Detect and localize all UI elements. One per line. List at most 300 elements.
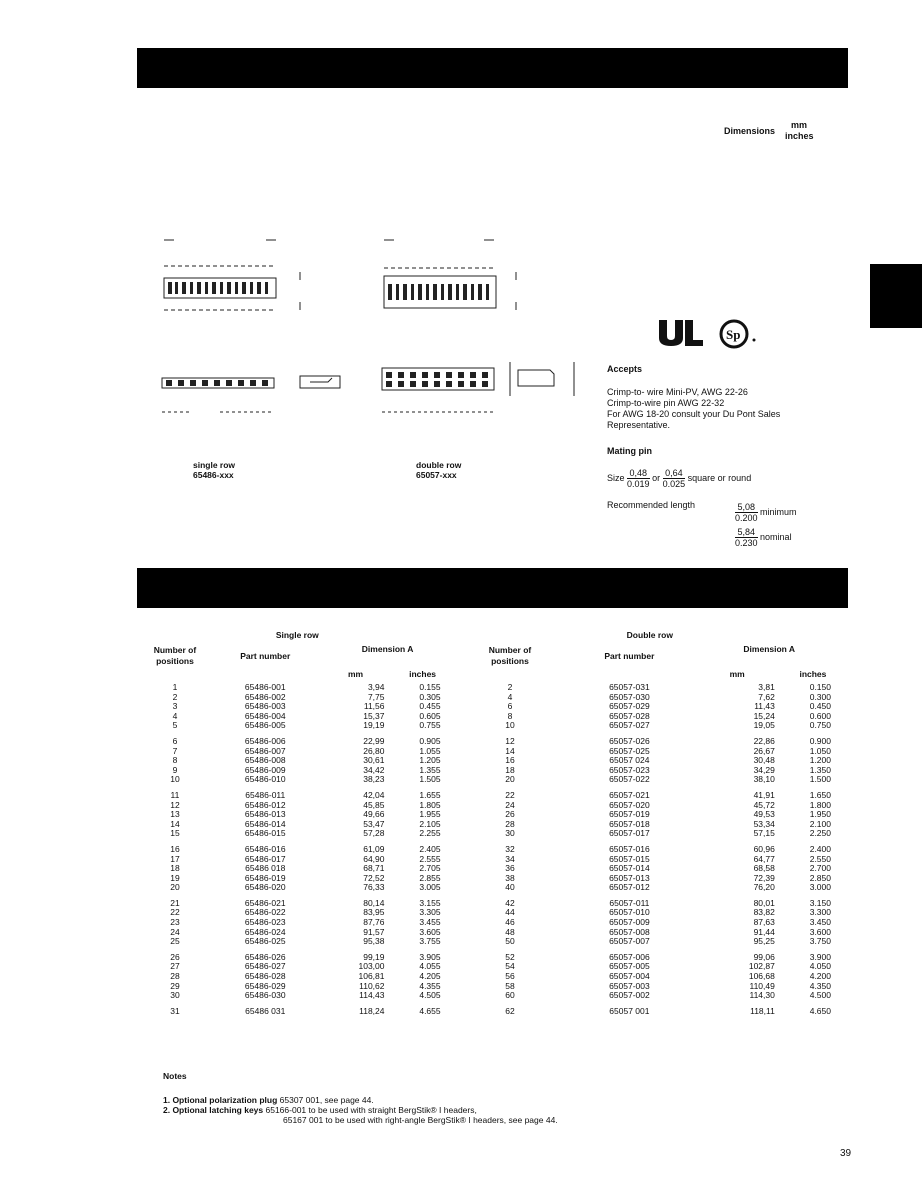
cell-dim-mm-double: 41,91 [753, 789, 775, 800]
table-row [140, 947, 845, 963]
cell-dim-inches-double: 3.300 [809, 907, 831, 918]
parts-table-body [140, 683, 845, 1016]
cell-dim-inches: 0.905 [419, 735, 441, 746]
cell-part-number: 65486-008 [244, 755, 286, 766]
cell-dim-inches-double: 1.500 [809, 774, 831, 785]
cell-dim-mm: 19,19 [363, 720, 385, 731]
cell-part-number: 65486-023 [244, 917, 286, 928]
cell-dim-mm-double: 102,87 [748, 961, 775, 972]
cell-part-number: 65486-003 [244, 701, 286, 712]
length-nominal-row [735, 527, 792, 548]
cell-part-number-double: 65057-010 [609, 907, 650, 918]
cell-positions: 4 [172, 710, 178, 721]
cell-positions-double: 44 [505, 907, 515, 918]
size-or: or [652, 472, 661, 483]
min-label: minimum [760, 506, 797, 517]
cell-positions: 13 [170, 809, 180, 820]
cell-dim-mm-double: 72,39 [753, 872, 775, 883]
size-a-in: 0.019 [627, 479, 650, 489]
cell-dim-inches: 0.155 [419, 682, 441, 692]
cell-dim-inches: 2.405 [419, 843, 441, 854]
cell-dim-mm: 49,66 [363, 809, 385, 820]
notes-section [163, 1071, 558, 1125]
cell-dim-inches: 3.755 [419, 936, 441, 947]
cell-positions: 26 [170, 951, 180, 962]
cell-part-number: 65486-029 [244, 980, 286, 991]
double-row-caption [416, 460, 461, 480]
col-mm: mm [347, 669, 364, 680]
cell-part-number: 65486-004 [244, 710, 286, 721]
cell-part-number: 65486 031 [245, 1005, 286, 1016]
cell-positions-double: 4 [507, 691, 513, 702]
cell-positions: 7 [172, 745, 178, 756]
cell-positions-double: 36 [505, 863, 515, 874]
size-b-fraction [663, 468, 686, 489]
cell-part-number-double: 65057-011 [609, 897, 650, 908]
cell-dim-inches: 2.255 [419, 828, 441, 839]
cell-dim-inches: 1.655 [419, 789, 441, 800]
cell-dim-mm-double: 99,06 [753, 951, 775, 962]
cell-dim-inches: 1.955 [419, 809, 441, 820]
col-part-number-double: Part number [604, 650, 655, 661]
cell-dim-inches: 1.505 [419, 774, 441, 785]
cell-part-number: 65486-014 [244, 818, 286, 829]
cell-positions-double: 34 [505, 853, 515, 864]
dimensions-label: Dimensions [724, 126, 776, 136]
cell-dim-inches: 3.455 [419, 917, 441, 928]
cell-dim-inches: 0.455 [419, 701, 441, 712]
cell-dim-mm: 3,94 [367, 682, 385, 692]
cell-dim-inches-double: 1.050 [809, 745, 831, 756]
cell-dim-mm-double: 80,01 [753, 897, 775, 908]
cell-positions: 16 [170, 843, 180, 854]
top-black-bar [137, 48, 848, 88]
size-b-mm: 0,64 [663, 468, 686, 479]
note-2 [163, 1105, 558, 1115]
cell-dim-mm: 53,47 [363, 818, 385, 829]
svg-text:Sp: Sp [726, 327, 741, 342]
cell-dim-mm-double: 38,10 [753, 774, 775, 785]
cell-positions-double: 12 [505, 735, 515, 746]
cell-positions: 29 [170, 980, 180, 991]
cell-dim-inches: 3.905 [419, 951, 441, 962]
note-2-bold: 2. Optional latching keys [163, 1105, 264, 1115]
parts-table [140, 627, 845, 1016]
table-row [140, 721, 845, 731]
accepts-line: Representative. [607, 420, 671, 430]
cell-dim-mm: 95,38 [363, 936, 385, 947]
cell-positions-double: 8 [507, 710, 513, 721]
cell-positions-double: 40 [505, 882, 515, 893]
size-a-mm: 0,48 [627, 468, 650, 479]
cell-dim-mm-double: 11,43 [754, 701, 775, 712]
cell-part-number: 65486-024 [244, 926, 286, 937]
mating-pin-title: Mating pin [607, 446, 652, 456]
accepts-line: Crimp-to-wire pin AWG 22-32 [607, 398, 725, 408]
cell-dim-inches: 2.105 [419, 818, 441, 829]
double-row-side-drawing [370, 356, 590, 426]
cell-positions: 9 [172, 764, 178, 775]
dimensions-mm: mm [791, 120, 808, 130]
table-row [140, 1001, 845, 1017]
cell-dim-mm: 42,04 [363, 789, 385, 800]
note-1 [163, 1095, 558, 1105]
cell-dim-inches-double: 3.600 [809, 926, 831, 937]
cell-positions: 28 [170, 971, 180, 982]
cell-positions: 24 [170, 926, 180, 937]
col-part-number: Part number [240, 650, 291, 661]
cell-dim-inches: 0.605 [419, 710, 441, 721]
cell-part-number: 65486-011 [245, 789, 286, 800]
cell-part-number: 65486-015 [244, 828, 286, 839]
cell-dim-inches-double: 4.050 [809, 961, 831, 972]
note-1-text: 65307 001, see page 44. [277, 1095, 374, 1105]
cell-positions-double: 26 [505, 809, 515, 820]
accepts-section [607, 364, 817, 431]
cell-positions-double: 14 [505, 745, 515, 756]
cell-dim-mm-double: 76,20 [753, 882, 775, 893]
cell-part-number-double: 65057-005 [609, 961, 650, 972]
cell-part-number: 65486-007 [244, 745, 286, 756]
cell-part-number: 65486-006 [244, 735, 286, 746]
cell-dim-inches: 2.555 [419, 853, 441, 864]
cell-positions: 2 [172, 691, 178, 702]
cell-dim-inches-double: 1.350 [809, 764, 831, 775]
cell-part-number: 65486-016 [244, 843, 286, 854]
cell-dim-inches-double: 1.800 [809, 799, 831, 810]
notes-title: Notes [163, 1071, 187, 1081]
cell-part-number-double: 65057-013 [609, 872, 650, 883]
cell-part-number-double: 65057-014 [609, 863, 650, 874]
cell-positions-double: 22 [505, 789, 515, 800]
cell-dim-mm: 64,90 [363, 853, 385, 864]
cell-dim-inches-double: 1.950 [809, 809, 831, 820]
mating-size-row [607, 468, 751, 489]
single-row-caption [193, 460, 235, 480]
cell-dim-mm-double: 118,11 [750, 1005, 775, 1016]
cell-part-number: 65486-021 [244, 897, 286, 908]
cell-dim-inches: 4.355 [419, 980, 441, 991]
cell-positions: 27 [170, 961, 180, 972]
cell-part-number: 65486-028 [244, 971, 286, 982]
cell-dim-mm-double: 30,48 [753, 755, 775, 766]
cell-dim-mm: 99,19 [363, 951, 385, 962]
note-2-continued: 65167 001 to be used with right-angle BergStik® I headers, see page 44. [283, 1115, 558, 1125]
cell-part-number-double: 65057-004 [609, 971, 650, 982]
cell-part-number-double: 65057-023 [609, 764, 650, 775]
cell-dim-inches-double: 0.900 [809, 735, 831, 746]
cell-part-number: 65486-020 [244, 882, 286, 893]
cell-positions: 6 [172, 735, 178, 746]
cell-dim-inches: 4.505 [419, 990, 441, 1001]
accepts-line: For AWG 18-20 consult your Du Pont Sales [607, 409, 781, 419]
cell-part-number: 65486-002 [244, 691, 286, 702]
cell-dim-inches-double: 0.450 [809, 701, 831, 712]
cell-dim-mm: 34,42 [363, 764, 385, 775]
cell-dim-mm: 110,62 [359, 980, 385, 991]
cell-dim-inches-double: 4.350 [809, 980, 831, 991]
cell-part-number-double: 65057-020 [609, 799, 650, 810]
cell-dim-inches-double: 0.750 [809, 720, 831, 731]
cell-positions: 5 [172, 720, 178, 731]
table-row [140, 731, 845, 747]
cell-part-number-double: 65057-028 [609, 710, 650, 721]
cell-dim-inches: 1.355 [419, 764, 441, 775]
col-mm-double: mm [729, 669, 745, 680]
cell-positions-double: 46 [505, 917, 515, 928]
cell-dim-mm: 11,56 [363, 701, 385, 712]
single-row-title: Single row [275, 630, 319, 641]
cell-part-number: 65486-001 [244, 682, 286, 692]
cell-part-number-double: 65057-012 [609, 882, 650, 893]
nom-label: nominal [760, 531, 792, 542]
cell-part-number: 65486-009 [244, 764, 286, 775]
col-inches: inches [409, 669, 437, 680]
cell-part-number-double: 65057-026 [609, 735, 650, 746]
cell-dim-mm-double: 68,58 [753, 863, 775, 874]
cell-positions-double: 2 [507, 682, 513, 692]
cell-part-number-double: 65057-025 [609, 745, 650, 756]
table-row [140, 883, 845, 893]
nom-fraction [735, 527, 758, 548]
cell-part-number-double: 65057-002 [609, 990, 650, 1001]
cell-positions-double: 6 [507, 701, 513, 712]
cell-part-number-double: 65057 001 [609, 1005, 650, 1016]
cell-part-number: 65486-013 [244, 809, 286, 820]
cell-dim-inches-double: 3.750 [809, 936, 831, 947]
double-row-series: 65057-xxx [416, 470, 457, 480]
cell-positions: 18 [170, 863, 180, 874]
cell-part-number-double: 65057-006 [609, 951, 650, 962]
cell-dim-mm-double: 7,62 [758, 691, 775, 702]
table-row [140, 775, 845, 785]
cell-dim-inches-double: 2.100 [809, 818, 831, 829]
cell-dim-inches-double: 1.200 [809, 755, 831, 766]
single-row-series: 65486-xxx [193, 470, 234, 480]
cell-dim-inches: 4.655 [419, 1005, 441, 1016]
cell-dim-inches: 3.155 [419, 897, 441, 908]
cell-dim-mm-double: 22,86 [753, 735, 775, 746]
cell-dim-inches: 2.705 [419, 863, 441, 874]
cell-positions: 14 [170, 818, 180, 829]
page-number: 39 [840, 1148, 852, 1159]
cell-part-number: 65486-025 [244, 936, 286, 947]
cell-positions: 1 [172, 682, 178, 692]
cell-dim-inches: 1.205 [419, 755, 441, 766]
cell-part-number-double: 65057-031 [609, 682, 650, 692]
cell-dim-mm-double: 110,49 [749, 980, 775, 991]
cell-dim-inches: 0.305 [419, 691, 441, 702]
cell-positions: 31 [170, 1005, 180, 1016]
cell-dim-mm: 68,71 [363, 863, 385, 874]
cell-dim-mm-double: 57,15 [753, 828, 775, 839]
cell-part-number-double: 65057-030 [609, 691, 650, 702]
cell-part-number-double: 65057-003 [609, 980, 650, 991]
cell-positions: 25 [170, 936, 180, 947]
cell-positions: 17 [170, 853, 180, 864]
cell-positions-double: 42 [505, 897, 515, 908]
cell-dim-mm: 106,81 [358, 971, 385, 982]
cell-dim-mm: 72,52 [363, 872, 385, 883]
cell-positions-double: 56 [505, 971, 515, 982]
single-row-top-drawing [150, 232, 340, 322]
note-2-text: 65166-001 to be used with straight BergStik® I headers, [263, 1105, 477, 1115]
cell-dim-mm-double: 95,25 [753, 936, 775, 947]
cell-positions: 22 [170, 907, 180, 918]
cell-dim-mm: 80,14 [363, 897, 385, 908]
cell-positions-double: 20 [505, 774, 515, 785]
cell-part-number-double: 65057-007 [609, 936, 650, 947]
cell-positions-double: 10 [505, 720, 515, 731]
accepts-line: Crimp-to- wire Mini-PV, AWG 22-26 [607, 387, 748, 397]
cell-dim-mm-double: 87,63 [753, 917, 775, 928]
table-black-bar [137, 568, 848, 608]
cell-dim-inches: 3.305 [419, 907, 441, 918]
cell-positions-double: 52 [505, 951, 515, 962]
cell-part-number-double: 65057-015 [609, 853, 650, 864]
double-row-top-drawing [370, 232, 550, 322]
cell-part-number: 65486-027 [244, 961, 286, 972]
cell-positions: 21 [170, 897, 180, 908]
cell-part-number-double: 65057-016 [609, 843, 650, 854]
single-row-label: single row [193, 460, 236, 470]
cell-dim-inches-double: 0.300 [809, 691, 831, 702]
cell-dim-mm: 61,09 [363, 843, 385, 854]
cell-part-number: 65486-012 [244, 799, 286, 810]
size-shape: square or round [687, 472, 752, 483]
cell-part-number-double: 65057-008 [609, 926, 650, 937]
cell-dim-mm-double: 15,24 [753, 710, 775, 721]
cell-dim-mm-double: 83,82 [753, 907, 775, 918]
accepts-title: Accepts [607, 364, 643, 374]
cell-dim-inches-double: 4.500 [809, 990, 831, 1001]
cell-dim-mm-double: 19,05 [753, 720, 775, 731]
cell-part-number: 65486-017 [244, 853, 286, 864]
cell-positions-double: 18 [505, 764, 515, 775]
cell-dim-inches-double: 4.650 [809, 1005, 831, 1016]
cell-dim-mm-double: 45,72 [753, 799, 775, 810]
cell-positions-double: 16 [505, 755, 515, 766]
cell-dim-inches-double: 3.450 [809, 917, 831, 928]
cell-part-number: 65486-010 [244, 774, 286, 785]
cell-positions: 12 [170, 799, 180, 810]
cell-dim-inches: 3.605 [419, 926, 441, 937]
col-positions-double: Number of positions [488, 645, 532, 666]
cell-dim-inches-double: 2.850 [809, 872, 831, 883]
cell-positions-double: 32 [505, 843, 515, 854]
cell-part-number: 65486-005 [244, 720, 286, 731]
csa-mark-icon [718, 318, 758, 350]
cell-dim-mm: 87,76 [363, 917, 385, 928]
cell-dim-mm: 83,95 [363, 907, 385, 918]
min-mm: 5,08 [735, 502, 758, 513]
col-dimension-a-double: Dimension A [743, 644, 796, 654]
table-row [140, 991, 845, 1001]
cell-dim-inches-double: 2.400 [809, 843, 831, 854]
cell-dim-mm-double: 64,77 [753, 853, 775, 864]
cell-dim-mm: 118,24 [359, 1005, 385, 1016]
double-row-title: Double row [626, 630, 673, 641]
min-fraction [735, 502, 758, 523]
cell-positions-double: 30 [505, 828, 515, 839]
cell-dim-inches-double: 1.650 [809, 789, 831, 800]
cell-dim-inches: 4.205 [419, 971, 441, 982]
cell-dim-mm: 114,43 [359, 990, 385, 1001]
cell-dim-mm-double: 26,67 [753, 745, 775, 756]
col-positions: Number of positions [153, 645, 197, 666]
cell-dim-inches: 3.005 [419, 882, 441, 893]
size-b-in: 0.025 [662, 479, 686, 489]
col-dimension-a: Dimension A [361, 644, 414, 654]
cell-dim-mm-double: 3,81 [758, 682, 775, 692]
cell-positions-double: 58 [505, 980, 515, 991]
cell-dim-inches: 1.055 [419, 745, 441, 756]
cell-positions: 3 [172, 701, 178, 712]
cell-positions-double: 50 [505, 936, 515, 947]
cell-dim-inches-double: 4.200 [809, 971, 831, 982]
cell-positions: 15 [170, 828, 180, 839]
cell-part-number-double: 65057-009 [609, 917, 650, 928]
single-row-side-drawing [150, 360, 350, 430]
cell-positions-double: 24 [505, 799, 515, 810]
cell-dim-inches-double: 3.900 [809, 951, 831, 962]
cell-dim-mm: 38,23 [363, 774, 385, 785]
table-row [140, 937, 845, 947]
cell-dim-mm: 15,37 [363, 710, 385, 721]
double-row-label: double row [416, 460, 462, 470]
cell-positions-double: 38 [505, 872, 515, 883]
cell-dim-inches-double: 0.150 [809, 682, 831, 692]
size-label: Size [607, 472, 625, 483]
cell-part-number-double: 65057-029 [609, 701, 650, 712]
cell-dim-mm-double: 53,34 [753, 818, 775, 829]
length-minimum-row [735, 502, 797, 523]
table-row [140, 829, 845, 839]
cell-dim-mm: 30,61 [363, 755, 385, 766]
dimensions-inches: inches [785, 131, 814, 141]
cell-dim-mm-double: 49,53 [753, 809, 775, 820]
cell-part-number-double: 65057-027 [609, 720, 650, 731]
cell-dim-inches-double: 0.600 [809, 710, 831, 721]
cell-part-number: 65486-019 [244, 872, 286, 883]
size-a-fraction [627, 468, 650, 489]
cell-part-number-double: 65057-021 [609, 789, 650, 800]
nom-in: 0.230 [735, 538, 758, 548]
ul-recognized-icon [653, 318, 709, 348]
cell-dim-mm: 45,85 [363, 799, 385, 810]
cell-dim-mm: 7,75 [367, 691, 385, 702]
cell-positions: 11 [170, 789, 180, 800]
cell-positions: 30 [170, 990, 180, 1001]
cell-positions-double: 48 [505, 926, 515, 937]
cell-dim-inches-double: 2.550 [809, 853, 831, 864]
cell-dim-inches: 1.805 [419, 799, 441, 810]
table-row [140, 785, 845, 801]
cell-dim-mm: 103,00 [358, 961, 385, 972]
mating-pin-section [607, 446, 827, 548]
recommended-length-label: Recommended length [607, 500, 696, 510]
cell-part-number-double: 65057-022 [609, 774, 650, 785]
cell-positions: 8 [172, 755, 178, 766]
cell-part-number: 65486 018 [245, 863, 286, 874]
cell-dim-mm: 57,28 [363, 828, 385, 839]
cell-part-number-double: 65057 024 [609, 755, 650, 766]
table-row [140, 893, 845, 909]
min-in: 0.200 [735, 513, 758, 523]
cell-dim-mm: 91,57 [363, 926, 385, 937]
cell-part-number: 65486-022 [244, 907, 286, 918]
col-inches-double: inches [799, 669, 827, 680]
